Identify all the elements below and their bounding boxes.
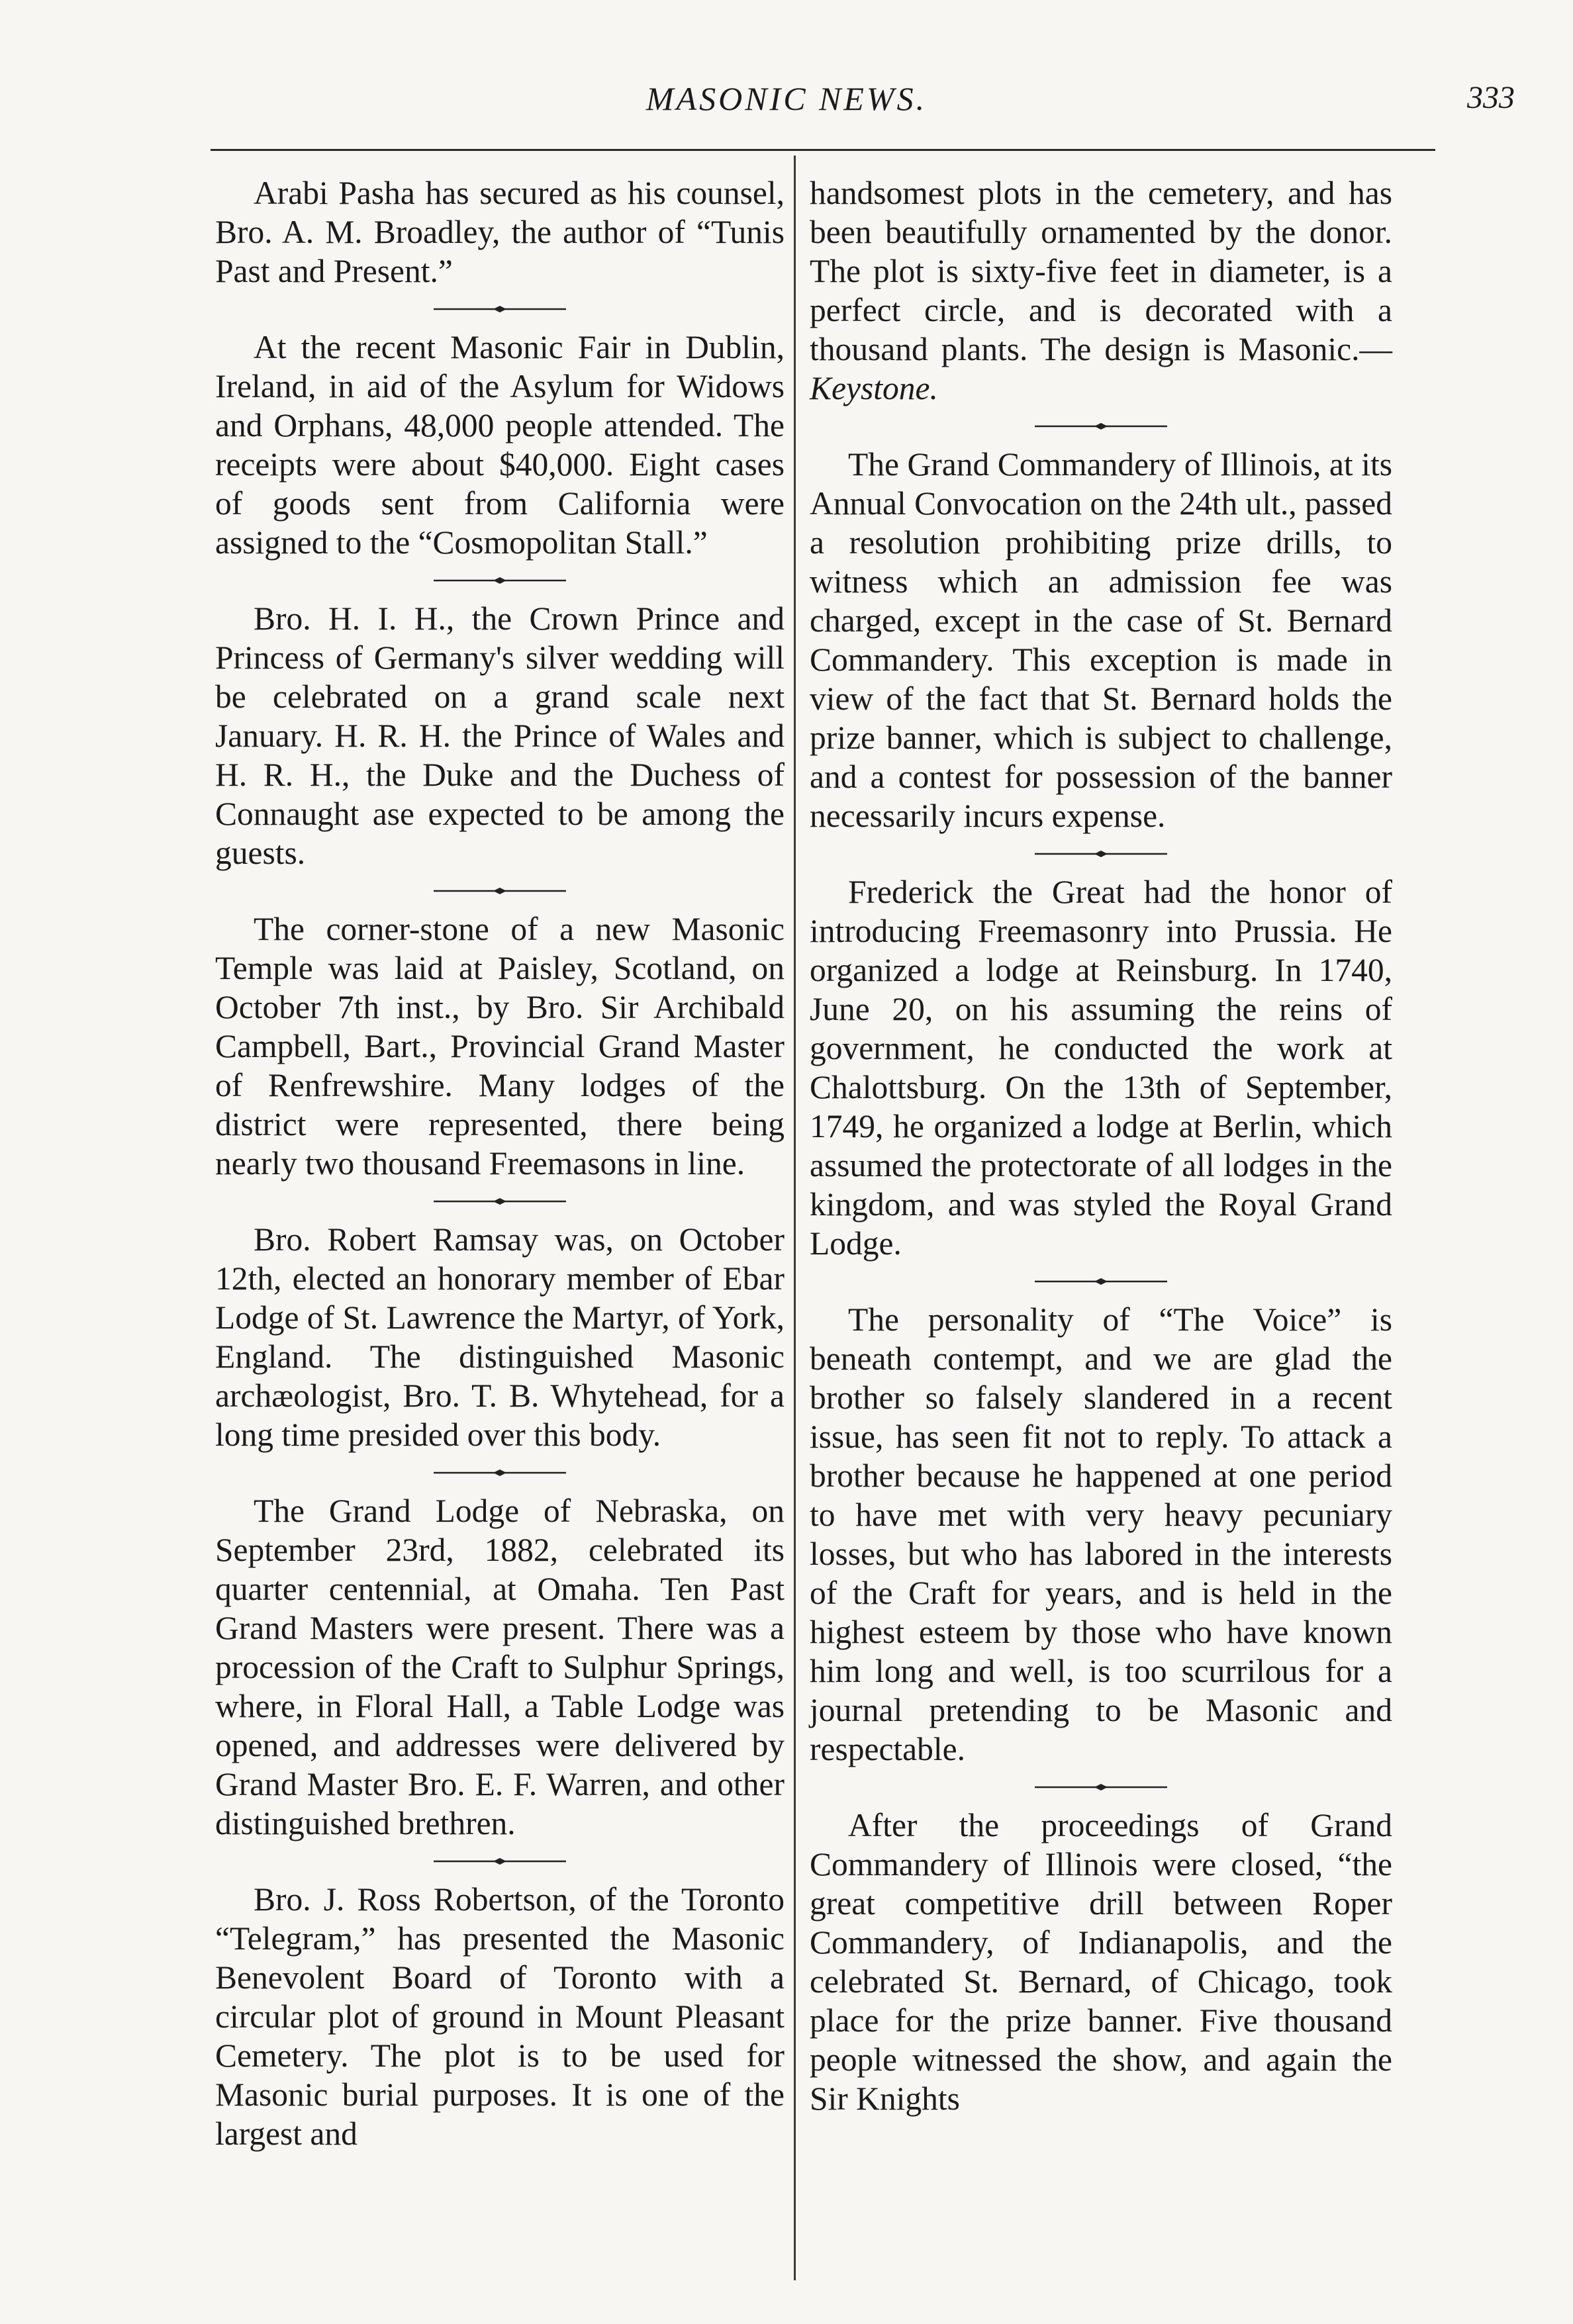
separator-ornament	[810, 835, 1392, 872]
continued-item	[810, 173, 1392, 408]
separator-ornament	[215, 872, 785, 909]
news-item: The personality of “The Voice” is beneath contempt, and we are glad the brother so falsely slandered in a recent issue, has seen fit not to reply. To attack a brother because he happened at one period to have met with very heavy pecuniary losses, but who has labored in the interests of the Craft for years, and is held in the highest esteem by those who have known him long and well, is too scurrilous for a journal pretending to be Masonic and respectable.	[810, 1301, 1392, 1767]
news-item: Bro. Robert Ramsay was, on October 12th, elected an honorary member of Ebar Lodge of St. Lawrence the Martyr, of York, England. The distinguished Masonic archæologist, Bro. T. B. Whytehead, for a long time presided over this body.	[215, 1221, 785, 1453]
news-item: The Grand Commandery of Illinois, at its Annual Convocation on the 24th ult., passed a resolution prohibiting prize drills, to witness which an admission fee was charged, except in the case of St. Bernard Commandery. This exception is made in view of the fact that St. Bernard holds the prize banner, which is subject to challenge, and a contest for possession of the banner necessarily incurs expense.	[810, 446, 1392, 834]
running-head	[0, 73, 1573, 126]
separator-ornament	[215, 1454, 785, 1491]
news-item: Bro. H. I. H., the Crown Prince and Princess of Germany's silver wedding will be celebrated on a grand scale next January. H. R. H. the Prince of Wales and H. R. H., the Duke and the Duchess of Connaught ase expected to be among the guests.	[215, 600, 785, 871]
right-column	[810, 173, 1392, 2118]
separator-ornament	[215, 1183, 785, 1220]
continued-text: handsomest plots in the cemetery, and has been beautifully ornamented by the donor. The plot is sixty-five feet in diameter, is a perfect circle, and is decorated with a thousand plants. The design is Masonic.—	[810, 175, 1392, 367]
left-column	[215, 173, 785, 2153]
news-item: The corner-stone of a new Masonic Temple was laid at Paisley, Scotland, on October 7th inst., by Bro. Sir Archibald Campbell, Bart., Provincial Grand Master of Renfrewshire. Many lodges of the district were represented, there being nearly two thousand Freemasons in line.	[215, 911, 785, 1182]
column-divider	[794, 156, 796, 2280]
separator-ornament	[215, 1843, 785, 1880]
news-item: At the recent Masonic Fair in Dublin, Ireland, in aid of the Asylum for Widows and Orphans, 48,000 people attended. The receipts were about $40,000. Eight cases of goods sent from California were assigned to the “Cosmopolitan Stall.”	[215, 329, 785, 561]
news-item: Bro. J. Ross Robertson, of the Toronto “Telegram,” has presented the Masonic Benevolent Board of Toronto with a circular plot of ground in Mount Pleasant Cemetery. The plot is to be used for Masonic burial purposes. It is one of the largest and	[215, 1881, 785, 2152]
separator-ornament	[810, 1263, 1392, 1300]
page-number: 333	[1467, 80, 1515, 115]
news-item: Frederick the Great had the honor of introducing Freemasonry into Prussia. He organized a lodge at Reinsburg. In 1740, June 20, on his assuming the reins of government, he conducted the work at Chalottsburg. On the 13th of September, 1749, he organized a lodge at Berlin, which assumed the protectorate of all lodges in the kingdom, and was styled the Royal Grand Lodge.	[810, 874, 1392, 1262]
running-title: MASONIC NEWS.	[645, 80, 928, 117]
separator-ornament	[810, 1769, 1392, 1806]
news-item: Arabi Pasha has secured as his counsel, Bro. A. M. Broadley, the author of “Tunis Past and Present.”	[215, 175, 785, 289]
news-item: After the proceedings of Grand Commandery of Illinois were closed, “the great competitive drill between Roper Commandery, of Indianapolis, and the celebrated St. Bernard, of Chicago, took place for the prize banner. Five thousand people witnessed the show, and again the Sir Knights	[810, 1807, 1392, 2117]
separator-ornament	[215, 562, 785, 599]
news-item: The Grand Lodge of Nebraska, on September 23rd, 1882, celebrated its quarter centennial, at Omaha. Ten Past Grand Masters were present. There was a procession of the Craft to Sulphur Springs, where, in Floral Hall, a Table Lodge was opened, and addresses were delivered by Grand Master Bro. E. F. Warren, and other distinguished brethren.	[215, 1493, 785, 1841]
separator-ornament	[215, 291, 785, 328]
header-rule	[211, 149, 1435, 151]
separator-ornament	[810, 408, 1392, 445]
source-credit: Keystone.	[810, 370, 938, 406]
